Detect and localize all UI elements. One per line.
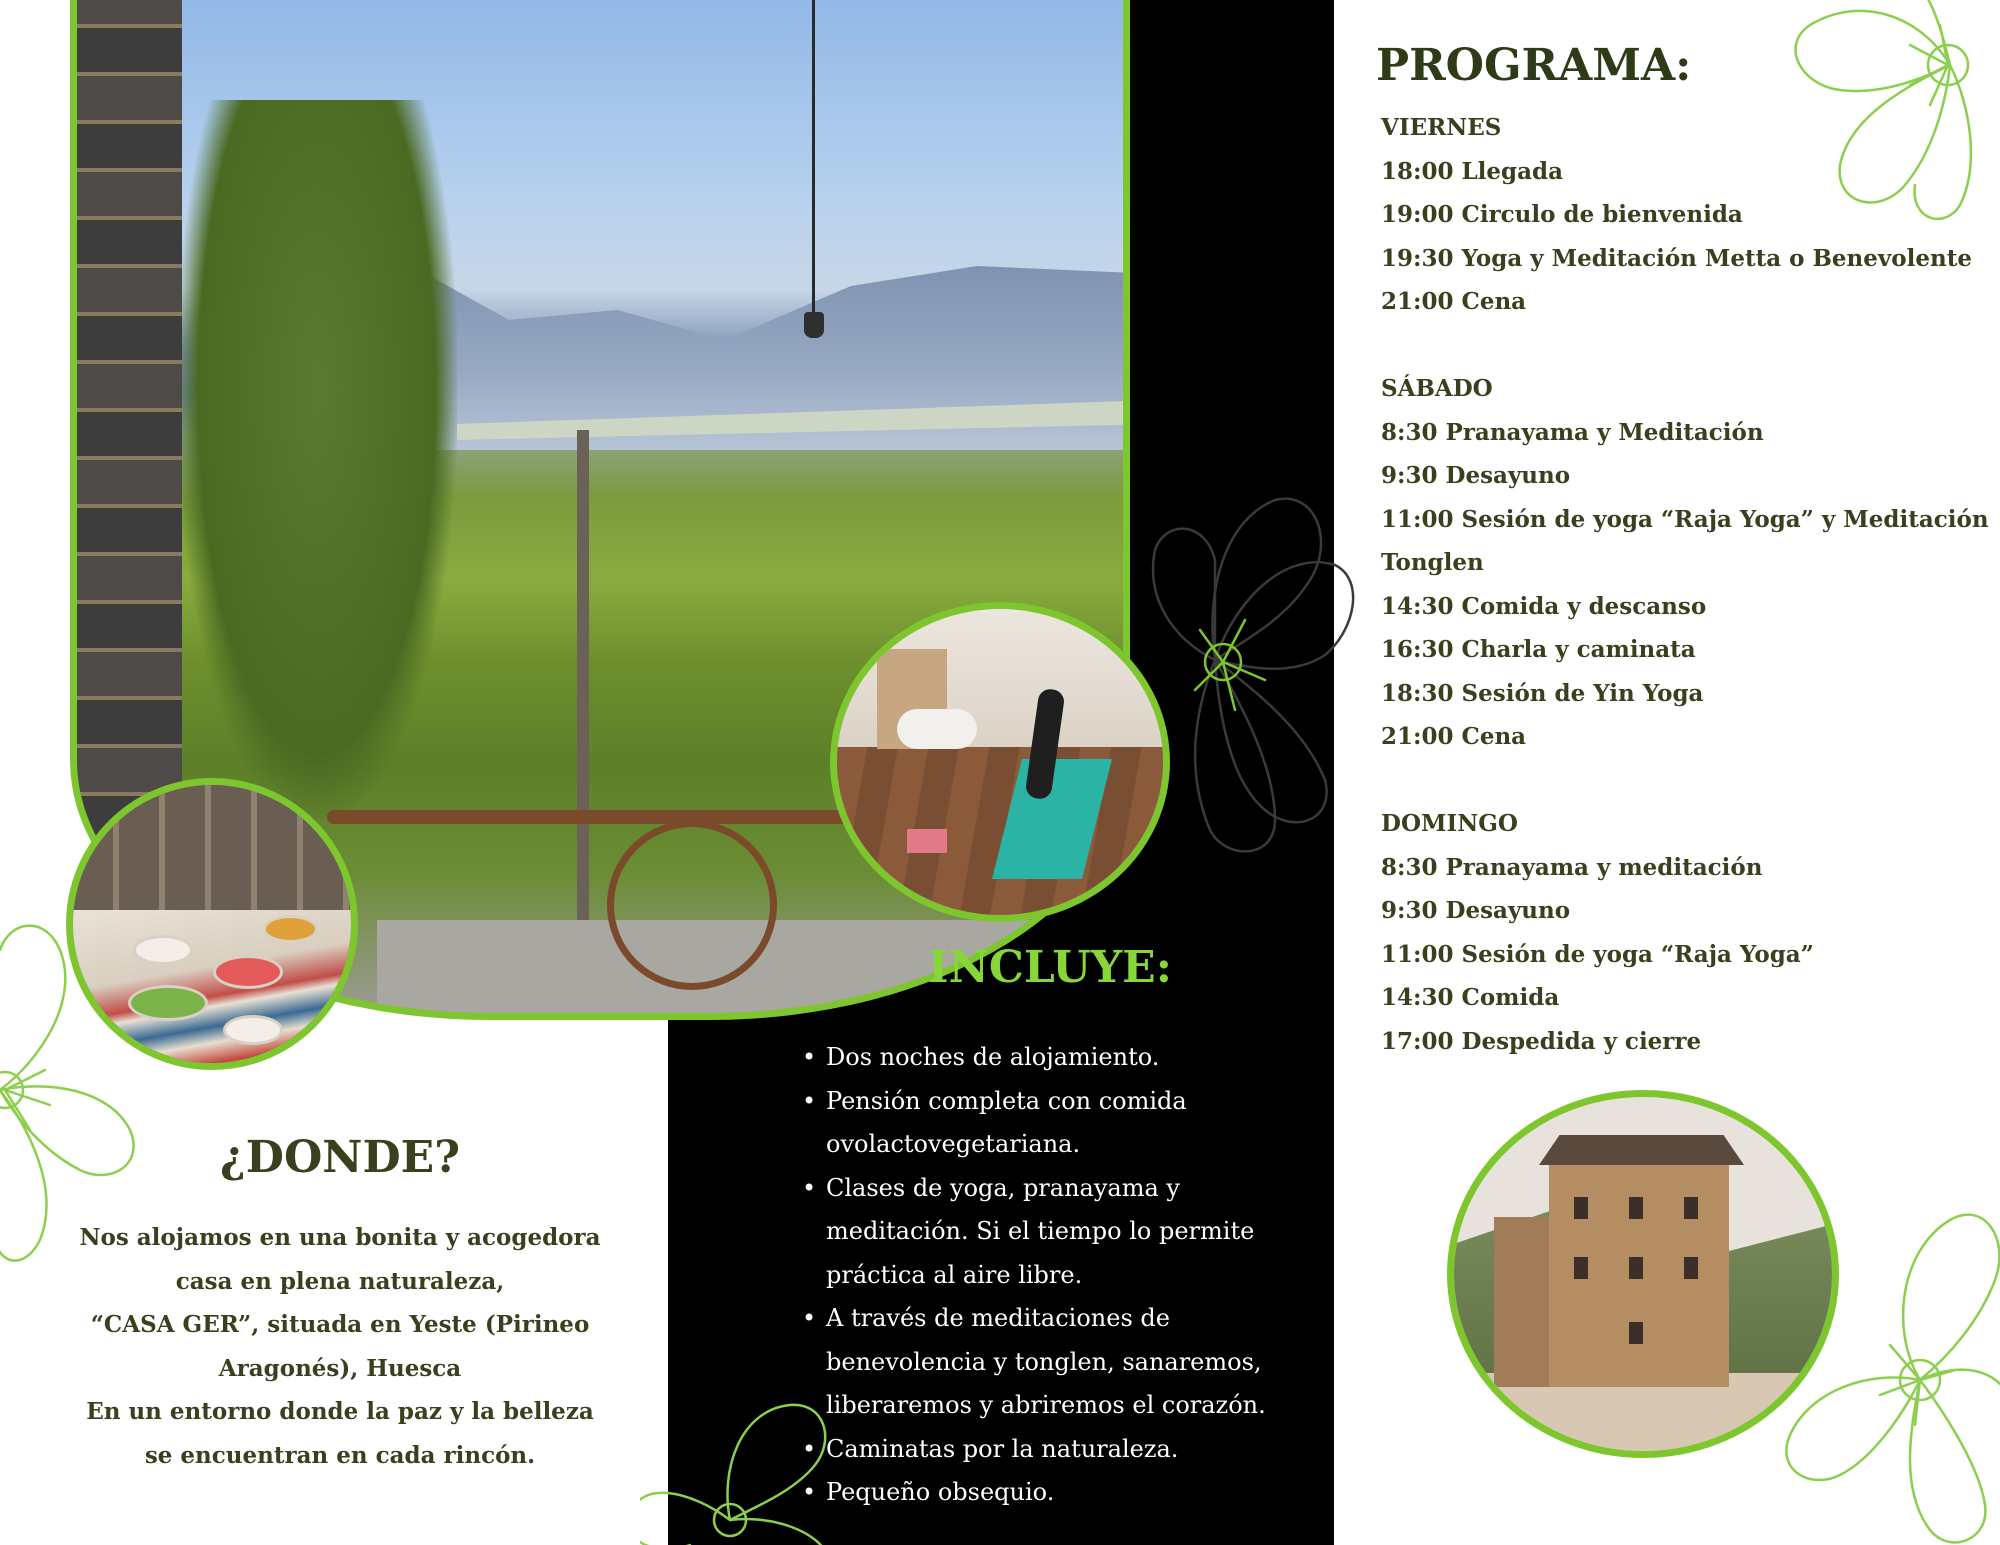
list-item-line: • Pensión completa con comida [826, 1086, 1187, 1115]
list-item [800, 1297, 1300, 1428]
person [897, 709, 977, 749]
dish [263, 915, 318, 943]
window [1684, 1197, 1698, 1219]
list-item-line: meditación. Si el tiempo lo permite [826, 1217, 1255, 1245]
trees [177, 100, 457, 820]
list-item [800, 1471, 1300, 1515]
donde-description [50, 1216, 630, 1477]
schedule-item: 14:30 Comida [1381, 984, 1560, 1011]
window [1629, 1322, 1643, 1344]
list-item [800, 1167, 1300, 1298]
utility-pole [577, 430, 589, 930]
list-item-line: • Caminatas por la naturaleza. [826, 1434, 1179, 1463]
house-photo [1447, 1090, 1839, 1458]
schedule-item: 21:00 Cena [1381, 723, 1527, 750]
buffet-wall [73, 785, 351, 910]
schedule [1381, 106, 1989, 1063]
dish [128, 985, 208, 1021]
schedule-item: 19:00 Circulo de bienvenida [1381, 201, 1743, 228]
schedule-item: 11:00 Sesión de yoga “Raja Yoga” [1381, 940, 1814, 968]
list-item-line: liberaremos y abriremos el corazón. [826, 1391, 1266, 1419]
window [1574, 1257, 1588, 1279]
list-item-line: • Pequeño obsequio. [826, 1478, 1055, 1506]
dish [213, 955, 283, 989]
incluye-list [800, 1036, 1300, 1515]
list-item-line: ovolactovegetariana. [826, 1130, 1081, 1158]
schedule-item: 18:00 Llegada [1381, 157, 1564, 185]
schedule-item: 16:30 Charla y caminata [1381, 636, 1696, 663]
list-item-line: práctica al aire libre. [826, 1260, 1083, 1289]
buffet-photo [66, 778, 358, 1070]
list-item-line: benevolencia y tonglen, sanaremos, [826, 1347, 1262, 1376]
hanging-bulb [804, 312, 824, 338]
schedule-item: 8:30 Pranayama y meditación [1381, 853, 1763, 881]
schedule-item: 19:30 Yoga y Meditación Metta o Benevolente [1381, 244, 1972, 272]
schedule-item: 9:30 Desayuno [1381, 462, 1571, 489]
schedule-item: 14:30 Comida y descanso [1381, 592, 1707, 620]
railing-ring [607, 820, 777, 990]
house-annex [1494, 1217, 1554, 1387]
schedule-item: 17:00 Despedida y cierre [1381, 1027, 1702, 1055]
donde-line: casa en plena naturaleza, [175, 1267, 505, 1295]
spacer [1381, 759, 1981, 803]
schedule-item: 8:30 Pranayama y Meditación [1381, 418, 1764, 446]
incluye-title: INCLUYE: [928, 942, 1172, 993]
list-item [800, 1036, 1300, 1080]
list-item [800, 1428, 1300, 1472]
list-item-line: • Dos noches de alojamiento. [826, 1043, 1160, 1071]
donde-line: Aragonés), Huesca [218, 1354, 462, 1382]
schedule-item: 11:00 Sesión de yoga “Raja Yoga” y Meditación [1381, 505, 1989, 533]
window [1629, 1257, 1643, 1279]
list-item-line: • Clases de yoga, pranayama y [826, 1173, 1180, 1202]
yoga-floor [837, 747, 1163, 915]
list-item [800, 1080, 1300, 1167]
dish [223, 1015, 283, 1045]
donde-line: En un entorno donde la paz y la belleza [86, 1398, 594, 1425]
donde-line: se encuentran en cada rincón. [144, 1441, 536, 1469]
schedule-item: 21:00 Cena [1381, 288, 1527, 315]
schedule-item: 18:30 Sesión de Yin Yoga [1381, 679, 1704, 707]
day-heading: VIERNES [1381, 114, 1502, 141]
programa-title: PROGRAMA: [1376, 40, 1692, 91]
list-item-line: • A través de meditaciones de [826, 1304, 1170, 1332]
hanging-wire [812, 0, 815, 315]
window [1574, 1197, 1588, 1219]
window [1629, 1197, 1643, 1219]
donde-line: “CASA GER”, situada en Yeste (Pirineo [90, 1311, 590, 1338]
donde-title: ¿DONDE? [220, 1132, 460, 1183]
spacer [1381, 324, 1981, 368]
yoga-photo [830, 602, 1170, 922]
yoga-block [907, 829, 947, 853]
window [1684, 1257, 1698, 1279]
schedule-item: 9:30 Desayuno [1381, 897, 1571, 924]
day-heading: SÁBADO [1381, 375, 1493, 402]
donde-line: Nos alojamos en una bonita y acogedora [79, 1224, 601, 1251]
schedule-item: Tonglen [1381, 549, 1484, 576]
day-heading: DOMINGO [1381, 810, 1518, 837]
dish [133, 935, 193, 965]
roof [1539, 1135, 1744, 1165]
